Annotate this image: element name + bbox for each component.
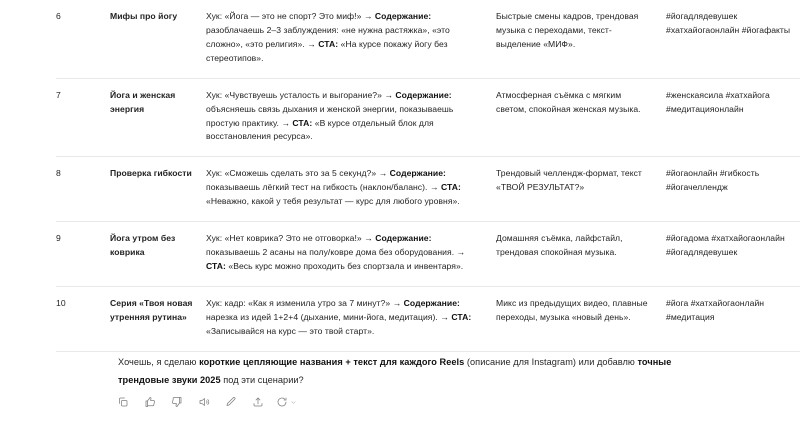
row-visual: Микс из предыдущих видео, плавные переходы, музыка «новый день». — [496, 297, 648, 322]
table-row — [56, 78, 800, 157]
emphasis-text: Содержание: — [395, 89, 452, 100]
row-hashtags: #йогадома #хатхайогаонлайн #йогадлядевушек — [666, 233, 785, 258]
plain-text: объясняешь связь дыхания и женской энергии, показываешь простую практику. → — [206, 103, 454, 128]
table-body — [56, 0, 800, 351]
row-scenario — [206, 157, 496, 222]
read-aloud-icon[interactable] — [195, 393, 213, 411]
table-row — [56, 286, 800, 351]
row-visual: Атмосферная съёмка с мягким светом, спокойная женская музыка. — [496, 89, 641, 114]
table-row — [56, 157, 800, 222]
emphasis-text: Содержание: — [374, 11, 432, 21]
share-icon[interactable] — [249, 393, 267, 411]
emphasis-text: СТА: — [440, 182, 461, 193]
plain-text: под эти сценарии? — [220, 374, 304, 385]
row-theme: Йога и женская энергия — [110, 89, 176, 114]
regenerate-icon[interactable] — [276, 393, 297, 411]
plain-text: «Неважно, какой у тебя результат — курс для любого уровня». — [206, 196, 460, 207]
thumbs-up-icon[interactable] — [141, 393, 159, 411]
message-action-bar[interactable] — [114, 393, 297, 411]
row-hashtags: #женскаясила #хатхайога #медитацияонлайн — [666, 89, 770, 114]
plain-text: Хочешь, я сделаю — [118, 357, 200, 367]
row-theme: Мифы про йогу — [110, 11, 178, 21]
thumbs-down-icon[interactable] — [168, 393, 186, 411]
chevron-down-icon[interactable] — [290, 399, 297, 406]
plain-text: Хук: «Йога — это не спорт? Это миф!» → — [206, 11, 375, 21]
reels-content-plan-table — [56, 0, 800, 352]
closing-paragraph — [118, 354, 678, 390]
row-hashtags: #йога #хатхайогаонлайн #медитация — [666, 297, 765, 322]
emphasis-text: Содержание: — [403, 297, 460, 308]
row-hashtags: #йогадлядевушек #хатхайогаонлайн #йогафакты — [666, 11, 791, 35]
plain-text: показываешь 2 асаны на полу/ковре дома без оборудования. → — [206, 247, 466, 258]
plain-text: показываешь лёгкий тест на гибкость (наклон/баланс). → — [206, 182, 441, 193]
emphasis-text: Содержание: — [389, 168, 446, 179]
row-scenario — [206, 0, 496, 78]
plain-text: «Записывайся на курс — это твой старт». — [206, 325, 375, 336]
plain-text: Хук: «Нет коврика? Это не отговорка!» → — [206, 233, 376, 244]
row-theme: Йога утром без коврика — [110, 233, 176, 258]
plain-text: разоблачаешь 2–3 заблуждения: «не нужна растяжка», «это сложно», «это религия». → — [206, 24, 450, 49]
row-scenario — [206, 286, 496, 351]
row-theme: Проверка гибкости — [110, 168, 192, 179]
row-number: 7 — [56, 89, 61, 100]
row-number: 8 — [56, 168, 61, 179]
row-scenario — [206, 222, 496, 287]
emphasis-text: СТА: — [451, 311, 472, 322]
row-scenario — [206, 78, 496, 157]
emphasis-text: короткие цепляющие названия + текст для каждого Reels — [199, 357, 465, 367]
row-visual: Домашняя съёмка, лайфстайл, трендовая спокойная музыка. — [496, 233, 623, 258]
plain-text: Хук: «Чувствуешь усталость и выгорание?» → — [206, 89, 396, 100]
row-visual: Трендовый челлендж-формат, текст «ТВОЙ РЕЗУЛЬТАТ?» — [496, 168, 642, 193]
plain-text: Хук: «Сможешь сделать это за 5 секунд?» → — [206, 168, 390, 179]
plain-text: (описание для Instagram) или добавлю — [464, 357, 638, 367]
emphasis-text: СТА: — [206, 260, 226, 271]
emphasis-text: Содержание: — [375, 233, 432, 244]
copy-icon[interactable] — [114, 393, 132, 411]
emphasis-text: СТА: — [318, 38, 339, 49]
edit-icon[interactable] — [222, 393, 240, 411]
row-number: 10 — [56, 297, 66, 308]
emphasis-text: точные трендовые звуки 2025 — [118, 357, 672, 385]
row-number: 6 — [56, 11, 61, 21]
emphasis-text: СТА: — [292, 117, 313, 128]
row-hashtags: #йогаонлайн #гибкость #йогачеллендж — [666, 168, 760, 193]
row-theme: Серия «Твоя новая утренняя рутина» — [110, 297, 193, 322]
plain-text: Хук: кадр: «Как я изменила утро за 7 минут?» → — [206, 297, 404, 308]
table-row — [56, 0, 800, 78]
plain-text: «На курсе покажу йогу без стереотипов». — [206, 38, 448, 63]
table-row — [56, 222, 800, 287]
plain-text: нарезка из идей 1+2+4 (дыхание, мини-йога, медитация). → — [206, 311, 452, 322]
row-number: 9 — [56, 233, 61, 244]
plain-text: «В курсе отдельный блок для восстановления ресурса». — [206, 117, 434, 142]
plain-text: «Весь курс можно проходить без спортзала и инвентаря». — [225, 260, 464, 271]
row-visual: Быстрые смены кадров, трендовая музыка с переходами, текст-выделение «МИФ». — [496, 11, 639, 49]
